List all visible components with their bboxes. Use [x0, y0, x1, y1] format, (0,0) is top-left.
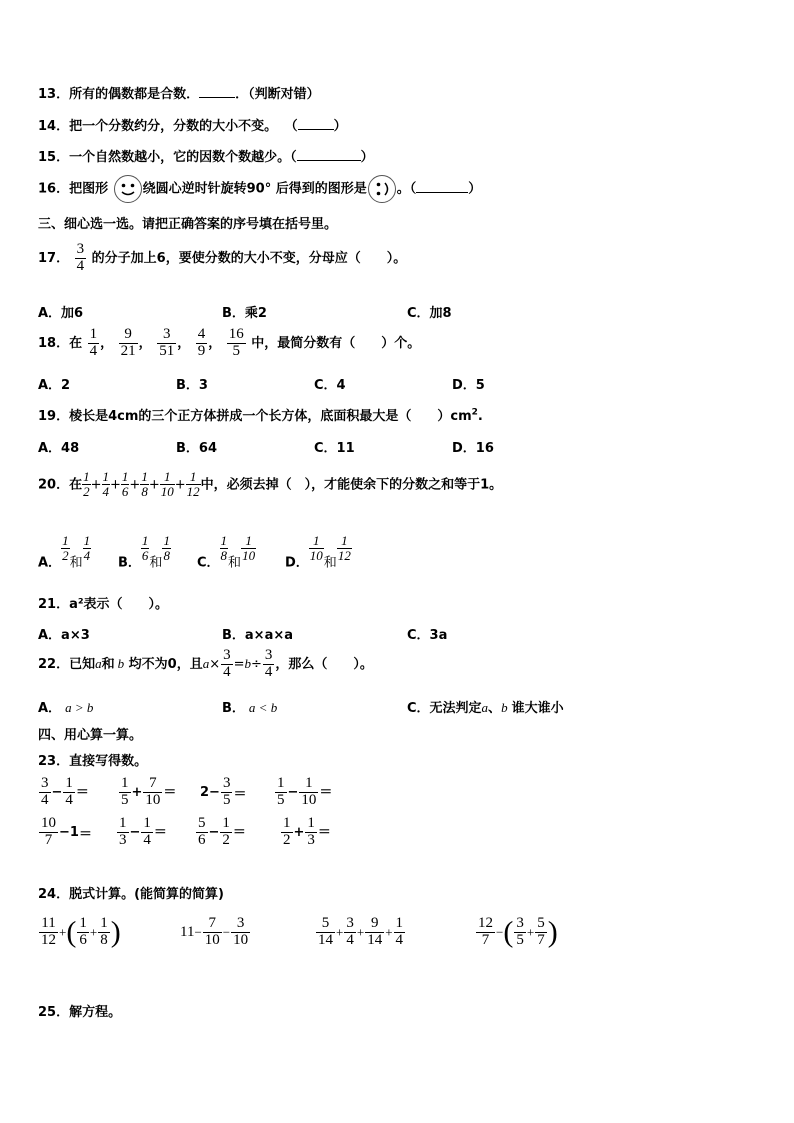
- question-20: 20．在 $\frac{1}{2}$ + $\frac{1}{4}$ + $\frac{1}{6}$ + $\frac{1}{8}$ + $\frac{1}{10}$ + $\frac{1}{12}$ 中，必须去掉（ ），才能使余下的分数之和等于1。: [38, 469, 503, 500]
- fraction: $\frac{3}{4}$: [76, 241, 85, 274]
- section-heading-4: 四、用心算一算。: [38, 728, 143, 743]
- option-c[interactable]: C．无法判定a、b 谁大谁小: [407, 700, 564, 716]
- options-21: [0, 624, 794, 644]
- fraction: $\frac{4}{9}$: [197, 326, 206, 359]
- expression-row: [0, 916, 794, 960]
- fraction: $\frac{1}{8}$: [141, 469, 148, 500]
- smiley-face-icon: [113, 174, 143, 204]
- question-15: 15．一个自然数越小，它的因数个数越少。（ ）: [38, 150, 374, 165]
- calc-item[interactable]: $\frac{1}{5}$ − $\frac{1}{10}$ ＝: [277, 775, 333, 808]
- question-13: 13．所有的偶数都是合数． ．（判断对错）: [38, 87, 320, 102]
- question-16: 16．把图形 绕圆心逆时针旋转90° 后得到的图形是 。（ ）: [38, 174, 481, 204]
- option-b[interactable]: B． a < b: [222, 700, 278, 716]
- option-c[interactable]: C． $\frac{1}{8}$ 和 $\frac{1}{10}$: [197, 533, 256, 571]
- calc-row-2: [0, 816, 794, 856]
- fraction: $\frac{1}{10}$: [160, 469, 174, 500]
- question-17: 17． $\frac{3}{4}$ 的分子加上6，要使分数的大小不变，分母应（ ）。: [38, 241, 407, 274]
- fraction: $\frac{9}{21}$: [120, 326, 136, 359]
- calc-item[interactable]: $\frac{1}{2}$ + $\frac{1}{3}$ ＝: [283, 815, 331, 848]
- section-heading-3: 三、细心选一选。请把正确答案的序号填在括号里。: [38, 217, 338, 232]
- option-b[interactable]: B．乘2: [222, 306, 267, 321]
- fraction: $\frac{1}{2}$: [83, 469, 90, 500]
- question-22: 22．已知a和 b 均不为0，且a× $\frac{3}{4}$ =b÷ $\frac{3}{4}$ ，那么（ ）。: [38, 647, 373, 680]
- fraction: $\frac{3}{4}$: [223, 647, 231, 680]
- option-d[interactable]: D．5: [452, 378, 485, 393]
- calc-item[interactable]: $\frac{5}{6}$ − $\frac{1}{2}$ ＝: [198, 815, 246, 848]
- option-b[interactable]: B．3: [176, 378, 208, 393]
- answer-blank[interactable]: [297, 160, 361, 161]
- expression-2[interactable]: 11− $\frac{7}{10}$ − $\frac{3}{10}$: [180, 915, 249, 948]
- question-19: 19．棱长是4cm的三个正方体拼成一个长方体，底面积最大是（ ）$cm^2$.: [38, 407, 483, 424]
- calc-item[interactable]: $\frac{1}{5}$ + $\frac{7}{10}$ ＝: [121, 775, 177, 808]
- calc-row-1: [0, 776, 794, 816]
- option-b[interactable]: B．64: [176, 441, 217, 456]
- answer-blank[interactable]: [298, 129, 334, 130]
- fraction: $\frac{3}{51}$: [159, 326, 175, 359]
- option-d[interactable]: D．16: [452, 441, 494, 456]
- fraction: $\frac{1}{12}$: [186, 469, 200, 500]
- option-a[interactable]: A．48: [38, 441, 80, 456]
- options-17: [0, 302, 794, 322]
- calc-item[interactable]: 2− $\frac{3}{5}$ ＝: [200, 775, 247, 808]
- option-a[interactable]: A． a > b: [38, 700, 94, 716]
- options-20: [0, 534, 794, 574]
- option-c[interactable]: C．11: [314, 441, 355, 456]
- question-24: 24．脱式计算。(能简算的简算): [38, 887, 224, 902]
- fraction: $\frac{1}{6}$: [121, 469, 129, 500]
- calc-item[interactable]: $\frac{3}{4}$ − $\frac{1}{4}$ ＝: [41, 775, 89, 808]
- options-18: [0, 374, 794, 394]
- expression-4[interactable]: $\frac{12}{7}$ −( $\frac{3}{5}$ + $\frac{5}{7}$ ): [478, 915, 558, 949]
- calc-item[interactable]: $\frac{10}{7}$ −1＝: [41, 815, 92, 848]
- option-a[interactable]: A．加6: [38, 306, 84, 321]
- option-d[interactable]: D． $\frac{1}{10}$ 和 $\frac{1}{12}$: [285, 533, 351, 571]
- question-14: 14．把一个分数约分，分数的大小不变。 （ ）: [38, 119, 347, 134]
- expression-1[interactable]: $\frac{11}{12}$ +( $\frac{1}{6}$ + $\frac{1}{8}$ ): [41, 915, 121, 949]
- option-b[interactable]: B． $\frac{1}{6}$ 和 $\frac{1}{8}$: [118, 533, 170, 571]
- question-18: 18．在 $\frac{1}{4}$ ， $\frac{9}{21}$ ， $\frac{3}{51}$ ， $\frac{4}{9}$ ， $\frac{16}{5}$ 中，最简分数有（ ）个。: [38, 326, 421, 359]
- option-a[interactable]: A． $\frac{1}{2}$ 和 $\frac{1}{4}$: [38, 533, 91, 571]
- calc-item[interactable]: $\frac{1}{3}$ − $\frac{1}{4}$ ＝: [119, 815, 167, 848]
- option-b[interactable]: B．a×a×a: [222, 628, 294, 643]
- fraction: $\frac{1}{4}$: [89, 326, 98, 359]
- question-25: 25．解方程。: [38, 1005, 122, 1020]
- option-c[interactable]: C．加8: [407, 306, 452, 321]
- fraction: $\frac{16}{5}$: [228, 326, 244, 359]
- option-c[interactable]: C．4: [314, 378, 346, 393]
- answer-blank[interactable]: [416, 192, 468, 193]
- fraction: $\frac{1}{4}$: [102, 469, 110, 500]
- option-c[interactable]: C．3a: [407, 628, 448, 643]
- question-23: 23．直接写得数。: [38, 754, 148, 769]
- rotated-face-icon: [367, 174, 397, 204]
- fraction: $\frac{3}{4}$: [264, 647, 273, 680]
- option-a[interactable]: A．2: [38, 378, 71, 393]
- options-19: [0, 437, 794, 457]
- options-22: [0, 697, 794, 717]
- question-21: 21．a²表示（ ）。: [38, 597, 169, 612]
- expression-3[interactable]: $\frac{5}{14}$ + $\frac{3}{4}$ + $\frac{9}{14}$ + $\frac{1}{4}$: [318, 915, 404, 948]
- option-a[interactable]: A．a×3: [38, 628, 90, 643]
- answer-blank[interactable]: [199, 97, 235, 98]
